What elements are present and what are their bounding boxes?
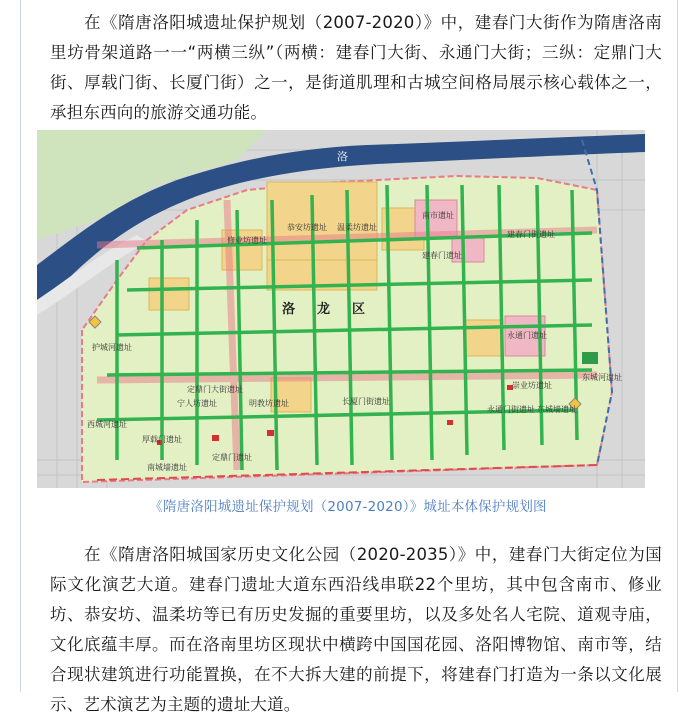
- label-jianchun-road: 建春门街遗址: [507, 230, 555, 239]
- label-gongan: 恭安坊遗址: [287, 223, 327, 232]
- label-mingjiao: 明教坊遗址: [249, 399, 289, 408]
- label-wenrou: 温柔坊遗址: [337, 223, 377, 232]
- label-yongtong-road: 永通门街遗址: [487, 405, 535, 414]
- label-xichenghe: 西城河遗址: [87, 420, 127, 429]
- intro-paragraph: 在《隋唐洛阳城遗址保护规划（2007-2020）》中，建春门大街作为隋唐洛南里坊骨架道路一一“两横三纵”（两横：建春门大街、永通门大街；三纵：定鼎门大街、厚载门街、长厦门街）之一，是街道肌理和古城空间格局展示核心载体之一，承担东西向的旅游交通功能。: [50, 13, 662, 122]
- label-chongyeguan: 崇业坊遗址: [512, 381, 552, 390]
- district-label-3: 区: [352, 302, 366, 317]
- district-label-1: 洛: [282, 302, 296, 317]
- label-yongtong: 永通门遗址: [507, 331, 547, 340]
- label-dingding-gate: 定鼎门遗址: [212, 453, 252, 462]
- label-zhangxia-road: 长厦门街遗址: [342, 397, 390, 406]
- label-dongchenghe: 东城河遗址: [582, 373, 622, 382]
- label-nanshi: 南市遗址: [422, 211, 454, 220]
- map-svg: [37, 130, 645, 488]
- east-gate-block: [582, 352, 598, 364]
- label-ningren: 宁人坊遗址: [177, 399, 217, 408]
- label-huchenghe: 护城河遗址: [92, 343, 132, 352]
- label-dongchengqiang: 东城墙遗址: [537, 405, 577, 414]
- label-houzai: 厚载门遗址: [142, 435, 182, 444]
- label-xiuye: 修业坊遗址: [227, 236, 267, 245]
- protection-plan-map: [37, 130, 645, 488]
- map-caption: 《隋唐洛阳城遗址保护规划（2007-2020）》城址本体保护规划图: [149, 499, 547, 515]
- park-paragraph: 在《隋唐洛阳城国家历史文化公园（2020-2035）》中，建春门大街定位为国际文化演艺大道。建春门遗址大道东西沿线串联22个里坊，其中包含南市、修业坊、恭安坊、温柔坊等已有历史发掘的重要里坊，以及多处名人宅院、道观寺庙，文化底蕴丰厚。而在洛南里坊区现状中横跨中国国花园、洛阳博物馆、南市等，结合现状建筑进行功能置换，在不大拆大建的前提下，将建春门打造为一条以文化展示、艺术演艺为主题的遗址大道。: [50, 545, 662, 714]
- label-nanchengqiang: 南城墙遗址: [147, 463, 187, 472]
- river-label: 洛: [337, 150, 348, 163]
- label-jianchun-site: 建春门遗址: [422, 251, 462, 260]
- district-label-2: 龙: [317, 302, 331, 317]
- label-dingding-road: 定鼎门大街遗址: [187, 385, 243, 394]
